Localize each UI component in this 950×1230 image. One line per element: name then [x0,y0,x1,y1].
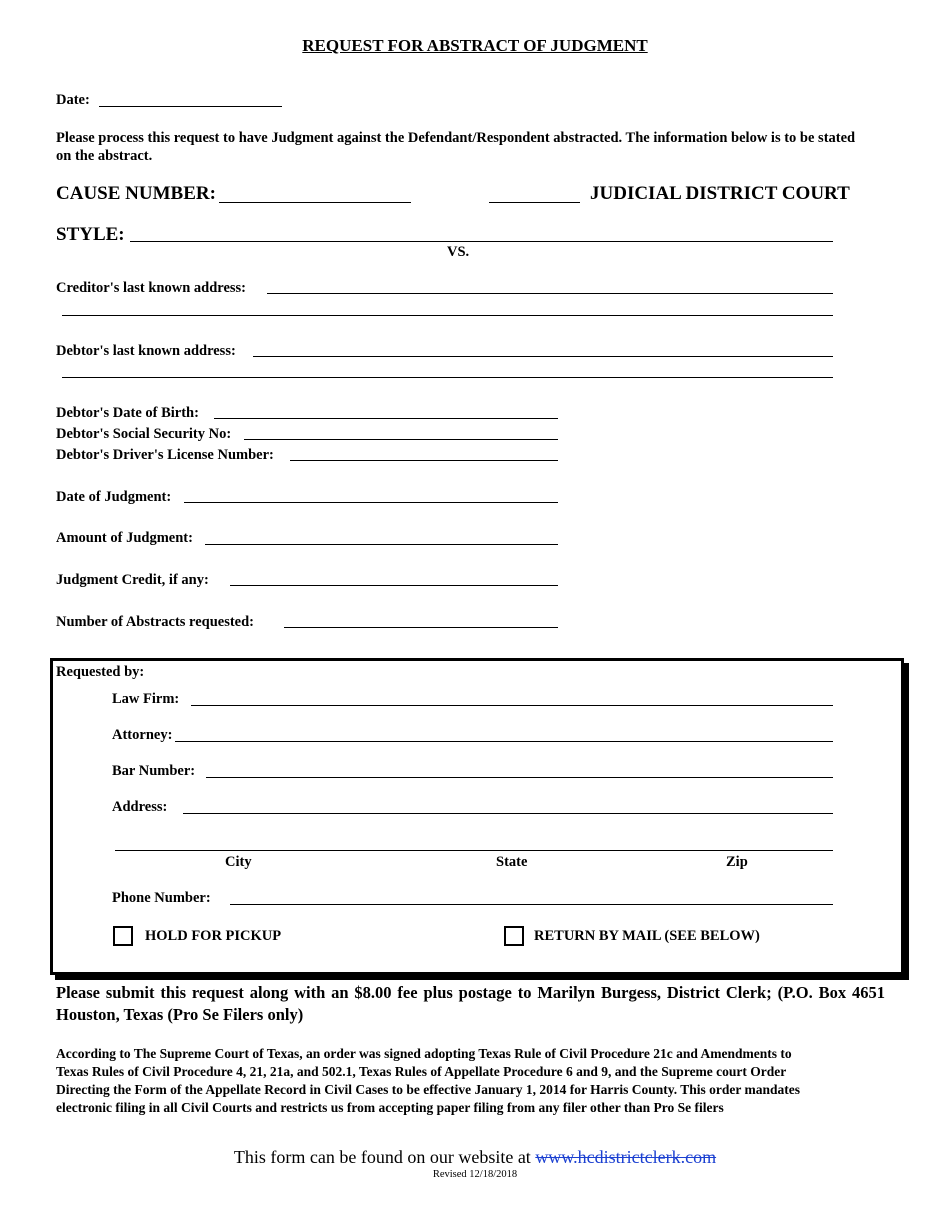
debtor-ssn-field[interactable] [244,439,558,440]
court-number-field[interactable] [489,202,580,203]
website-link[interactable]: www.hcdistrictclerk.com [535,1147,717,1167]
intro-line-1: Please process this request to have Judgment against the Defendant/Respondent abstracted. The information below is to be stated [56,130,856,146]
creditor-address-field-2[interactable] [62,315,833,316]
vs-label: VS. [447,244,470,260]
judgment-date-field[interactable] [184,502,558,503]
attorney-label: Attorney: [112,727,173,743]
notice-line-3: Directing the Form of the Appellate Record in Civil Cases to be effective January 1, 2014 for Harris County. This order mandates [56,1082,801,1097]
judgment-credit-field[interactable] [230,585,558,586]
date-field[interactable] [99,106,282,107]
efiling-notice [56,1045,926,1117]
website-text: This form can be found on our website at [233,1147,536,1167]
cause-number-field[interactable] [219,202,411,203]
return-by-mail-label: RETURN BY MAIL (SEE BELOW) [534,928,760,944]
abstract-count-field[interactable] [284,627,558,628]
cause-number-label: CAUSE NUMBER: [56,183,216,204]
bar-number-field[interactable] [206,777,833,778]
court-label: JUDICIAL DISTRICT COURT [590,183,850,204]
debtor-address-label: Debtor's last known address: [56,343,236,359]
creditor-address-label: Creditor's last known address: [56,280,247,296]
debtor-dl-label: Debtor's Driver's License Number: [56,447,274,463]
intro-paragraph [56,129,906,165]
revised-date: Revised 12/18/2018 [432,1169,518,1180]
intro-line-2: on the abstract. [56,148,153,164]
abstract-count-label: Number of Abstracts requested: [56,614,255,630]
city-label: City [225,854,252,870]
website-footer [0,1147,950,1168]
phone-field[interactable] [230,904,833,905]
requested-by-heading: Requested by: [56,664,145,680]
creditor-address-field-1[interactable] [267,293,833,294]
address-field[interactable] [183,813,833,814]
city-state-zip-field[interactable] [115,850,833,851]
debtor-ssn-label: Debtor's Social Security No: [56,426,232,442]
address-label: Address: [112,799,168,815]
debtor-address-field-2[interactable] [62,377,833,378]
law-firm-field[interactable] [191,705,833,706]
state-label: State [496,854,528,870]
judgment-date-label: Date of Judgment: [56,489,172,505]
debtor-dob-label: Debtor's Date of Birth: [56,405,199,421]
date-label: Date: [56,92,90,108]
zip-label: Zip [726,854,748,870]
form-title: REQUEST FOR ABSTRACT OF JUDGMENT [302,36,648,55]
judgment-amount-label: Amount of Judgment: [56,530,193,546]
attorney-field[interactable] [175,741,833,742]
debtor-dob-field[interactable] [214,418,558,419]
phone-label: Phone Number: [112,890,211,906]
return-by-mail-checkbox[interactable] [504,926,524,946]
style-field[interactable] [130,241,833,242]
debtor-dl-field[interactable] [290,460,558,461]
notice-line-2: Texas Rules of Civil Procedure 4, 21, 21a, and 502.1, Texas Rules of Appellate Procedure 6 and 9, and the Supreme court Order [56,1064,787,1079]
judgment-amount-field[interactable] [205,544,558,545]
submit-instructions: Please submit this request along with an $8.00 fee plus postage to Marilyn Burgess, District Clerk; (P.O. Box 4651 Houston, Texas (Pro Se Filers only) [56,983,885,1024]
judgment-credit-label: Judgment Credit, if any: [56,572,209,588]
law-firm-label: Law Firm: [112,691,180,707]
style-label: STYLE: [56,224,125,245]
hold-for-pickup-label: HOLD FOR PICKUP [145,928,282,944]
hold-for-pickup-checkbox[interactable] [113,926,133,946]
notice-line-1: According to The Supreme Court of Texas, an order was signed adopting Texas Rule of Civil Procedure 21c and Amendments to [56,1046,792,1061]
notice-line-4: electronic filing in all Civil Courts and restricts us from accepting paper filing from any filer other than Pro Se filers [56,1100,724,1115]
bar-number-label: Bar Number: [112,763,196,779]
debtor-address-field-1[interactable] [253,356,833,357]
